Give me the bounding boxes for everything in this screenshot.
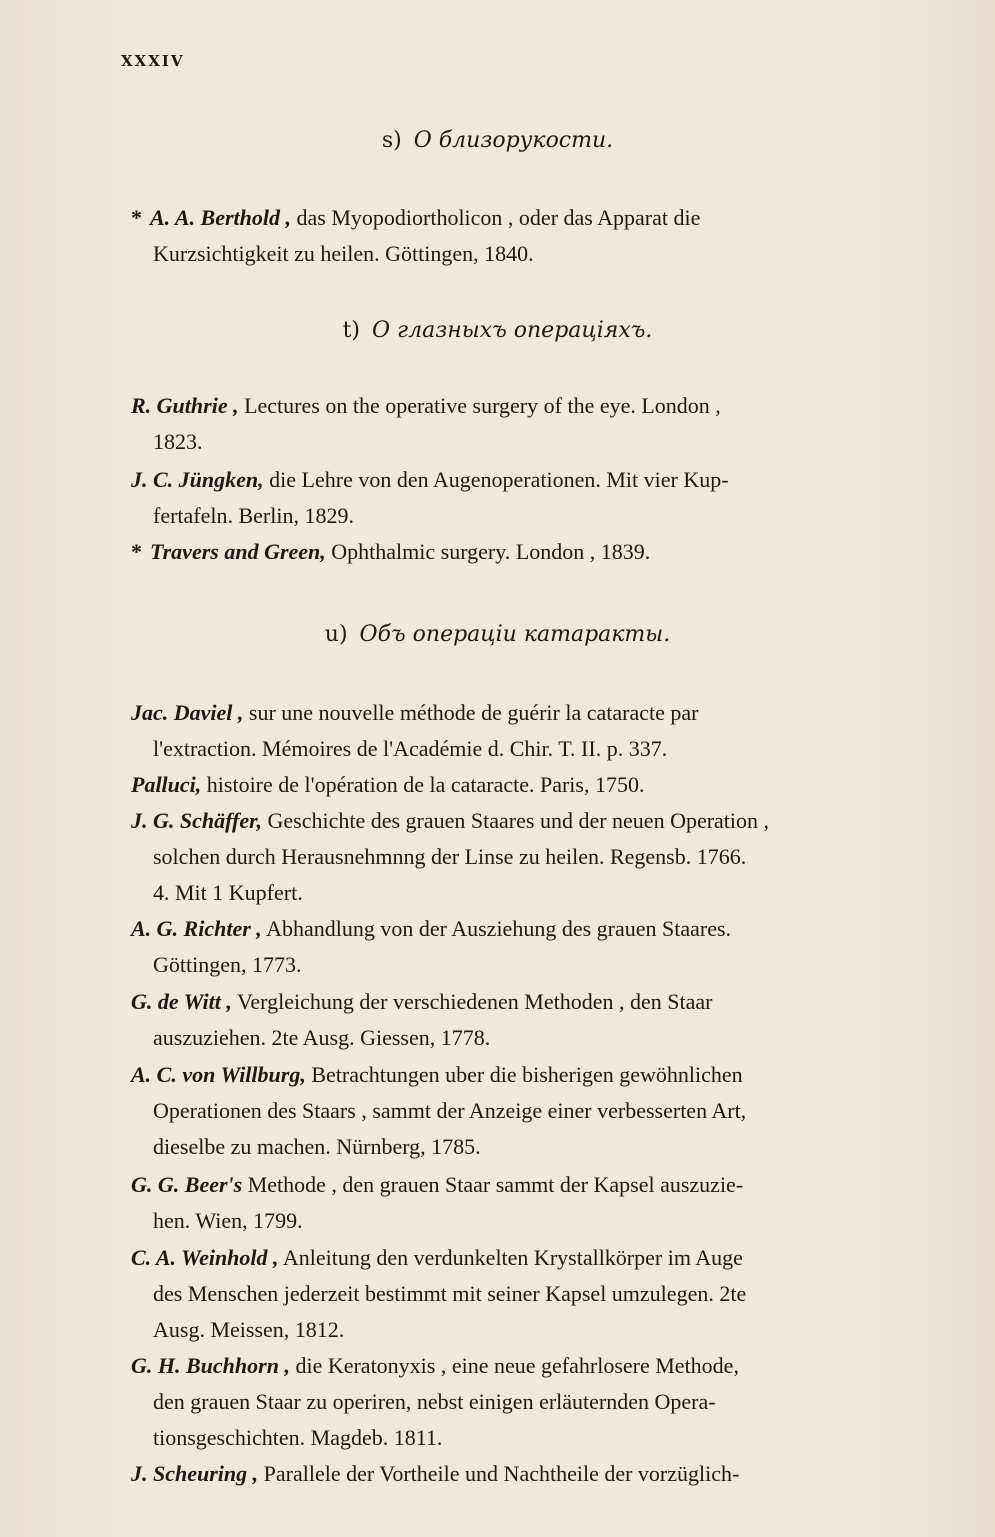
section-heading-s <box>0 128 995 153</box>
section-letter: s) <box>381 128 402 153</box>
entry-author: J. C. Jüngken, <box>131 467 264 492</box>
entry-continuation: auszuziehen. 2te Ausg. Giessen, 1778. <box>153 1025 491 1050</box>
bibliography-entry <box>115 984 975 1056</box>
bibliography-entry <box>115 767 975 803</box>
entry-first-line <box>115 1240 975 1276</box>
bibliography-entry <box>115 1057 975 1165</box>
bibliography-entry <box>115 200 975 272</box>
entry-text: Betrachtungen uber die bisherigen gewöhnlichen <box>311 1062 743 1087</box>
entry-continuation: solchen durch Herausnehmnng der Linse zu heilen. Regensb. 1766. <box>153 844 747 869</box>
entry-first-line <box>115 534 975 570</box>
entry-author: G. G. Beer's <box>131 1172 243 1197</box>
entry-continuation: 4. Mit 1 Kupfert. <box>153 880 303 905</box>
bibliography-entry <box>115 462 975 534</box>
entry-first-line <box>115 803 975 839</box>
entry-first-line <box>115 200 975 236</box>
section-title: Объ операціи катаракты. <box>359 622 671 647</box>
entry-first-line <box>115 984 975 1020</box>
entry-author: G. de Witt , <box>131 989 232 1014</box>
asterisk-mark: * <box>131 205 142 230</box>
entry-author: A. A. Berthold , <box>150 205 291 230</box>
entry-text: Lectures on the operative surgery of the eye. London , <box>244 393 721 418</box>
entry-first-line <box>115 388 975 424</box>
bibliography-entry <box>115 1456 975 1492</box>
entry-author: J. G. Schäffer, <box>131 808 262 833</box>
entry-continuation: Ausg. Meissen, 1812. <box>153 1317 345 1342</box>
entry-author: Travers and Green, <box>150 539 326 564</box>
entry-continuation: 1823. <box>153 429 203 454</box>
asterisk-mark: * <box>131 539 142 564</box>
entry-first-line <box>115 1167 975 1203</box>
section-heading-u <box>0 622 995 647</box>
entry-author: Palluci, <box>131 772 202 797</box>
entry-first-line <box>115 1348 975 1384</box>
bibliography-entry <box>115 911 975 983</box>
entry-continuation: dieselbe zu machen. Nürnberg, 1785. <box>153 1134 481 1159</box>
entry-continuation: hen. Wien, 1799. <box>153 1208 303 1233</box>
bibliography-entry <box>115 1167 975 1239</box>
entry-continuation: tionsgeschichten. Magdeb. 1811. <box>153 1425 443 1450</box>
entry-text: die Keratonyxis , eine neue gefahrlosere Methode, <box>295 1353 739 1378</box>
section-title: О близорукости. <box>413 128 614 153</box>
entry-text: Anleitung den verdunkelten Krystallkörper im Auge <box>282 1245 743 1270</box>
entry-continuation: Operationen des Staars , sammt der Anzeige einer verbesserten Art, <box>153 1098 747 1123</box>
entry-author: G. H. Buchhorn , <box>131 1353 290 1378</box>
bibliography-entry <box>115 1240 975 1348</box>
entry-text: Ophthalmic surgery. London , 1839. <box>331 539 651 564</box>
bibliography-entry <box>115 388 975 460</box>
section-title: О глазныхъ операціяхъ. <box>372 318 653 343</box>
entry-continuation: Kurzsichtigkeit zu heilen. Göttingen, 1840. <box>153 241 534 266</box>
entry-text: Parallele der Vortheile und Nachtheile der vorzüglich- <box>263 1461 740 1486</box>
bibliography-entry <box>115 803 975 911</box>
entry-author: A. G. Richter , <box>131 916 262 941</box>
entry-continuation: des Menschen jederzeit bestimmt mit seiner Kapsel umzulegen. 2te <box>153 1281 747 1306</box>
entry-text: Vergleichung der verschiedenen Methoden , den Staar <box>236 989 713 1014</box>
bibliography-entry <box>115 1348 975 1456</box>
entry-text: das Myopodiortholicon , oder das Apparat die <box>296 205 701 230</box>
entry-first-line <box>115 695 975 731</box>
entry-author: C. A. Weinhold , <box>131 1245 279 1270</box>
bibliography-entry <box>115 534 975 570</box>
section-heading-t <box>0 318 995 343</box>
section-letter: u) <box>324 622 348 647</box>
entry-text: Geschichte des grauen Staares und der neuen Operation , <box>267 808 770 833</box>
entry-first-line <box>115 1057 975 1093</box>
entry-first-line <box>115 911 975 947</box>
entry-author: Jac. Daviel , <box>131 700 244 725</box>
entry-author: J. Scheuring , <box>131 1461 259 1486</box>
entry-author: R. Guthrie , <box>131 393 239 418</box>
entry-first-line <box>115 767 975 803</box>
entry-text: Methode , den grauen Staar sammt der Kapsel auszuzie- <box>247 1172 744 1197</box>
entry-text: die Lehre von den Augenoperationen. Mit vier Kup- <box>269 467 729 492</box>
entry-continuation: l'extraction. Mémoires de l'Académie d. Chir. T. II. p. 337. <box>153 736 668 761</box>
entry-author: A. C. von Willburg, <box>131 1062 306 1087</box>
page-number: XXXIV <box>121 52 185 70</box>
entry-first-line <box>115 1456 975 1492</box>
entry-continuation: fertafeln. Berlin, 1829. <box>153 503 354 528</box>
entry-text: histoire de l'opération de la cataracte. Paris, 1750. <box>206 772 645 797</box>
section-letter: t) <box>342 318 361 343</box>
entry-first-line <box>115 462 975 498</box>
entry-text: sur une nouvelle méthode de guérir la cataracte par <box>248 700 699 725</box>
entry-continuation: den grauen Staar zu operiren, nebst einigen erläuternden Opera- <box>153 1389 716 1414</box>
entry-text: Abhandlung von der Ausziehung des grauen Staares. <box>266 916 732 941</box>
entry-continuation: Göttingen, 1773. <box>153 952 302 977</box>
bibliography-entry <box>115 695 975 767</box>
